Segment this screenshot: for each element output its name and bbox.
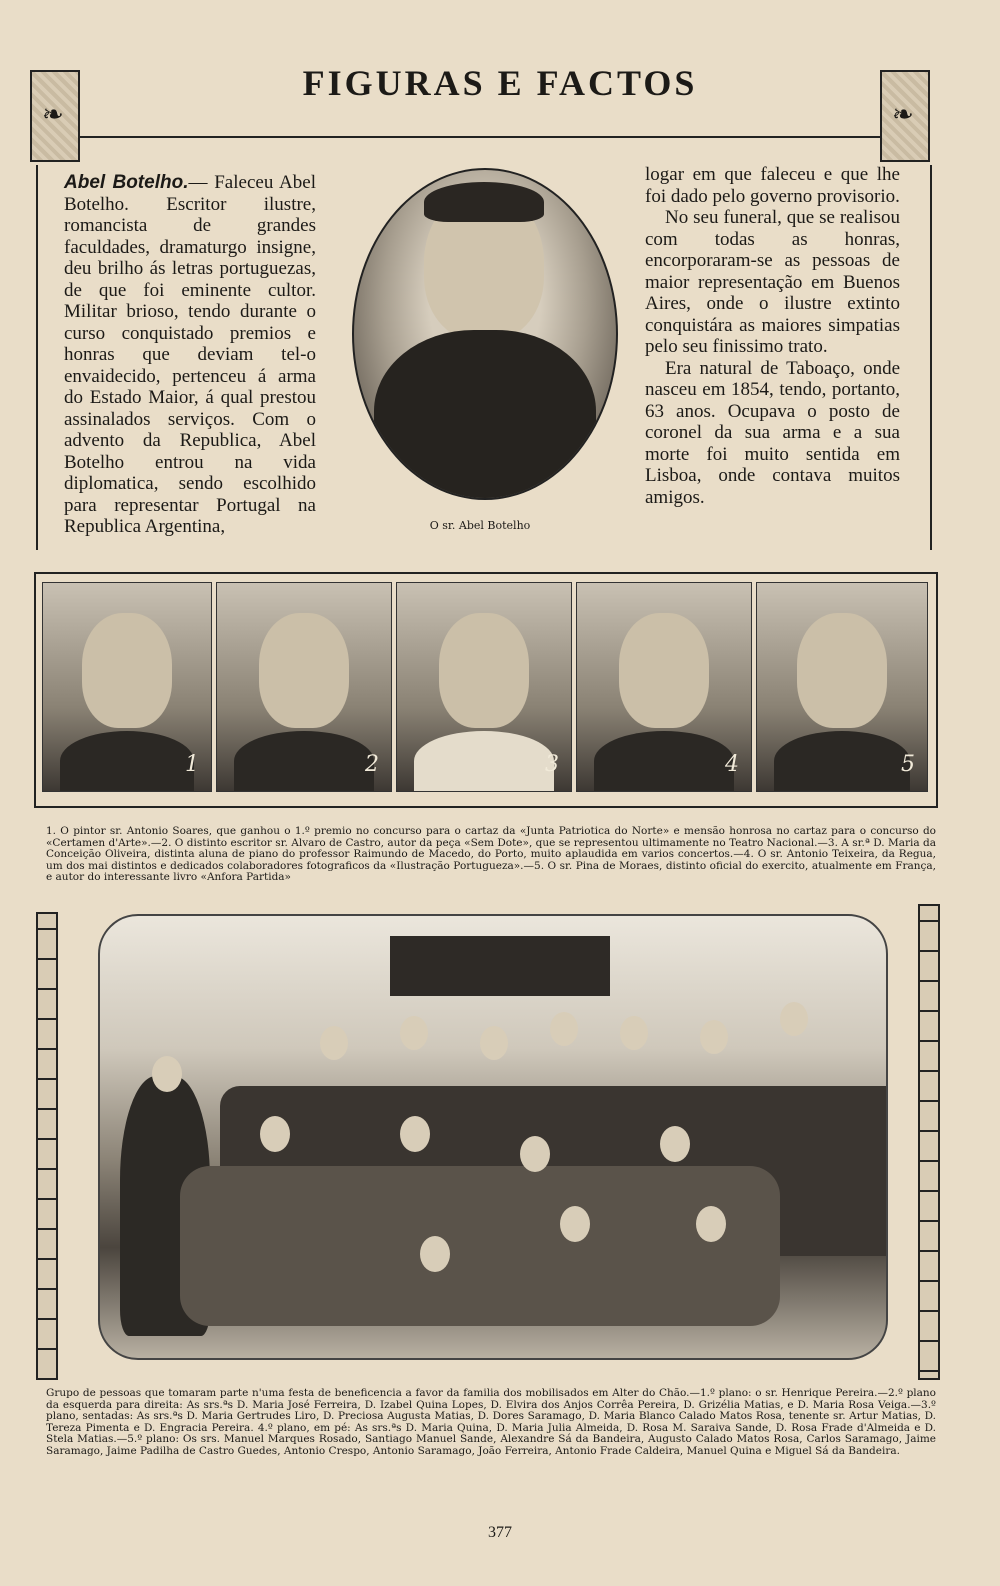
group-face: [620, 1016, 648, 1050]
group-face: [660, 1126, 690, 1162]
group-face: [400, 1116, 430, 1152]
portrait-number: 1: [185, 752, 199, 777]
page-title: FIGURAS E FACTOS: [302, 63, 698, 103]
group-face: [780, 1002, 808, 1036]
article-left-column: [64, 172, 316, 538]
group-caption: Grupo de pessoas que tomaram parte n'uma festa de beneficencia a favor da familia dos mobilisados em Alter do Chão.—1.º plano: o sr. Henrique Pereira.—2.º plano da esquerda para direita: As srs.ªs D. Maria José Ferreira, D. Izabel Quina Lopes, D. Elvira dos Anjos Corrêa Pereira, D. Grizélia Matias, e D. Maria Rosa Veiga.—3.º plano, sentadas: As srs.ªs D. Maria Gertrudes Liro, D. Preciosa Augusta Matias, D. Dores Saramago, D. Maria Blanco Calado Matos Rosa, tenente sr. Artur Matias, D. Tereza Pimenta e D. Engracia Pereira. 4.º plano, em pé: As srs.ªs D. Maria Quina, D. Maria Julia Almeida, D. Rosa M. Saraiva Sande, D. Rosa Frade d'Almeida e D. Stela Matias.—5.º plano: Os srs. Manuel Marques Rosado, Santiago Manuel Sande, Alexandre Sá da Bandeira, Augusto Calado Matos Rosa, Carlos Saramago, Jaime Saramago, Jaime Padilha de Castro Guedes, Antonio Crespo, Antonio Saramago, João Ferreira, Antonio Frade Caldeira, Manuel Quina e Miguel Sá da Bandeira.: [46, 1387, 936, 1457]
article-right-paragraph-2: No seu funeral, que se realisou com todas as honras, encorporaram-se as pessoas de maior representação em Buenos Aires, onde o ilustre extinto conquistára as maiores simpatias pelo seu finissimo trato.: [645, 207, 900, 357]
group-face: [480, 1026, 508, 1060]
portrait-body: [774, 731, 910, 791]
portrait-head: [439, 613, 529, 728]
group-photo: [98, 914, 888, 1360]
group-face: [260, 1116, 290, 1152]
portrait-body: [414, 731, 553, 791]
group-face: [550, 1012, 578, 1046]
group-face: [520, 1136, 550, 1172]
group-face: [320, 1026, 348, 1060]
portrait-number: 3: [545, 752, 559, 777]
group-face: [696, 1206, 726, 1242]
portrait-number: 4: [725, 752, 739, 777]
portrait-body: [234, 731, 373, 791]
article-right-paragraph-3: Era natural de Taboaço, onde nasceu em 1854, tendo, portanto, 63 anos. Ocupava o posto de coronel da sua arma e a sua morte foi muito sentida em Lisboa, onde contava muitos amigos.: [645, 357, 900, 508]
abel-botelho-portrait: [352, 168, 618, 500]
group-face: [400, 1016, 428, 1050]
article-right-column: [645, 164, 900, 508]
group-figure: [180, 1166, 780, 1326]
left-border-ornament-icon: [36, 912, 58, 1380]
portrait-head: [259, 613, 349, 728]
portrait-number: 5: [901, 752, 915, 777]
article-right-paragraph-1: logar em que faleceu e que lhe foi dado pelo governo provisorio.: [645, 164, 900, 207]
portrait-photo-1: [42, 582, 212, 792]
portrait-photo-3: [396, 582, 572, 792]
portrait-photo-4: [576, 582, 752, 792]
portrait-photo-2: [216, 582, 392, 792]
page-number: 377: [488, 1524, 512, 1541]
portrait-hair: [424, 182, 544, 222]
portrait-head: [797, 613, 887, 728]
portrait-head: [82, 613, 172, 728]
header-rule: [80, 136, 880, 138]
article-lead-name: Abel Botelho.: [64, 172, 189, 193]
group-face: [560, 1206, 590, 1242]
right-frame-rule: [930, 165, 932, 550]
left-frame-rule: [36, 165, 38, 550]
portrait-photo-5: [756, 582, 928, 792]
portraits-caption: 1. O pintor sr. Antonio Soares, que ganhou o 1.º premio no concurso para o cartaz da «Junta Patriotica do Norte» e mensão honrosa no cartaz para o concurso do «Certamen d'Arte».—2. O distinto escritor sr. Alvaro de Castro, autor da peça «Sem Dote», que se representou ultimamente no Teatro Nacional.—3. A sr.ª D. Maria da Conceição Oliveira, distinta aluna de piano do professor Raimundo de Macedo, do Porto, muito aplaudida em varios concertos.—4. O sr. Antonio Teixeira, da Regua, um dos mai distintos e dedicados colaboradores fotograficos da «Ilustração Portugueza».—5. O sr. Pina de Moraes, distinto oficial do exercito, atualmente em França, e autor do interessante livro «Anfora Partida»: [46, 825, 936, 883]
group-face: [420, 1236, 450, 1272]
group-face: [700, 1020, 728, 1054]
portrait-body: [60, 731, 194, 791]
article-left-text: — Faleceu Abel Botelho. Escritor ilustre, romancista de grandes faculdades, dramaturgo insigne, deu brilho ás letras portuguezas, de que foi eminente cultor. Militar brioso, tendo durante o curso conquistado premios e honras que deviam tel-o envaidecido, pertenceu á arma do Estado Maior, á qual prestou assinalados serviços. Com o advento da Republica, Abel Botelho entrou na vida diplomatica, sendo escolhido para representar Portugal na Republica Argentina,: [64, 172, 316, 537]
portrait-body: [594, 731, 733, 791]
portrait-head: [619, 613, 709, 728]
group-window: [390, 936, 610, 996]
right-border-ornament-icon: [918, 904, 940, 1380]
group-face: [152, 1056, 182, 1092]
portrait-number: 2: [365, 752, 379, 777]
portraits-panel: [34, 572, 938, 808]
portrait-coat: [374, 330, 596, 500]
portrait-caption: O sr. Abel Botelho: [429, 519, 531, 532]
